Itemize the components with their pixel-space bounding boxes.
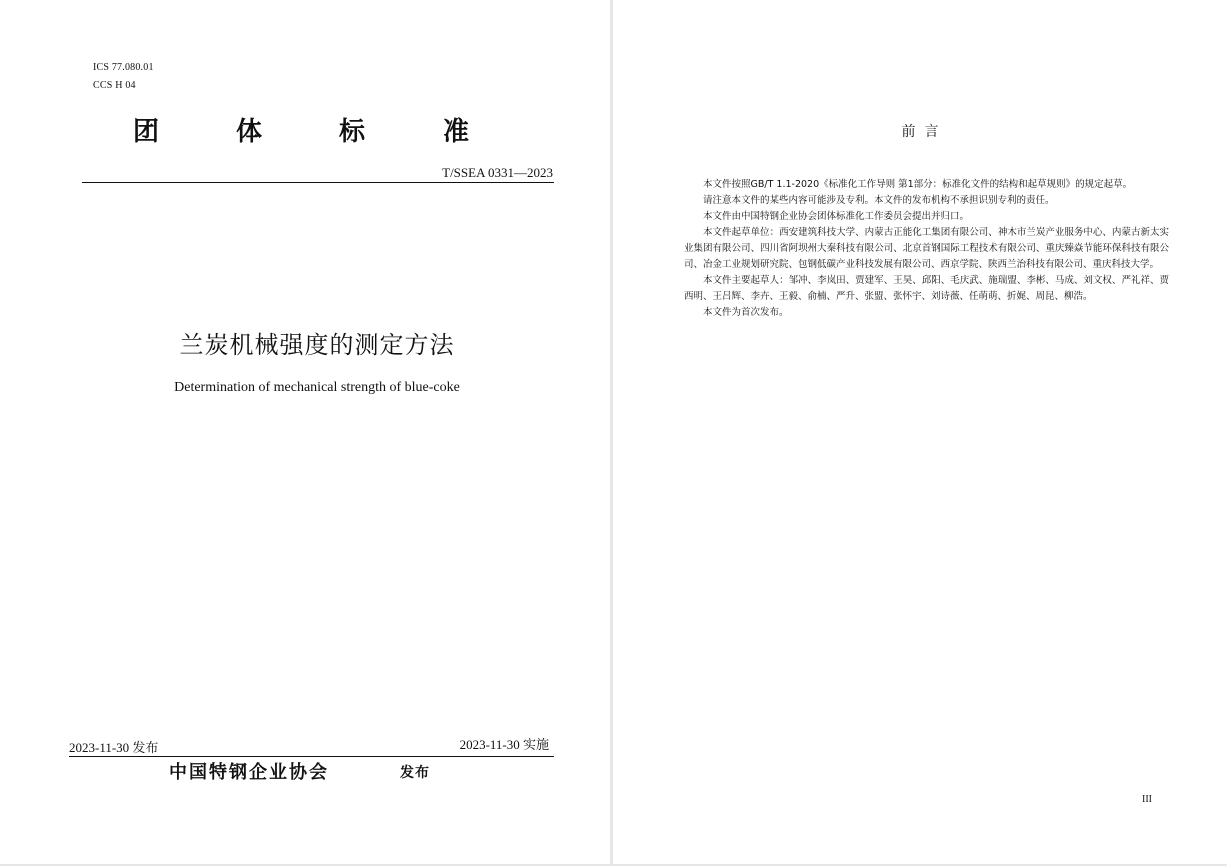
standard-number: T/SSEA 0331—2023: [442, 165, 553, 180]
foreword-title: 前 言: [901, 124, 939, 140]
cover-page: [0, 0, 610, 864]
foreword-paragraph: 本文件为首次发布。: [703, 307, 789, 318]
standard-type-char: 标: [339, 117, 366, 147]
document-title-english: Determination of mechanical strength of blue-coke: [174, 380, 460, 395]
publish-date: 2023-11-30 发布: [69, 740, 159, 755]
ics-code: ICS 77.080.01: [93, 62, 154, 73]
document-title-chinese: 兰炭机械强度的测定方法: [179, 331, 455, 359]
foreword-paragraph: 请注意本文件的某些内容可能涉及专利。本文件的发布机构不承担识别专利的责任。: [703, 195, 1055, 206]
standard-type-char: 团: [133, 117, 160, 147]
foreword-paragraph: 本文件由中国特钢企业协会团体标准化工作委员会提出并归口。: [703, 211, 970, 222]
header-divider: [82, 182, 554, 183]
foreword-paragraph: 本文件主要起草人：邹冲、李岚田、贾建军、王昊、邱阳、毛庆武、施瑞盟、李彬、马成、刘文权、严礼祥、贾西明、王吕辉、李卉、王毅、俞楠、严升、张盟、张怀宇、刘诗薇、任萌萌、折娓、周昆、柳浩。: [684, 275, 1169, 302]
foreword-paragraph: 本文件起草单位：西安建筑科技大学、内蒙古正能化工集团有限公司、神木市兰炭产业服务中心、内蒙古新太实业集团有限公司、四川省阿坝州大秦科技有限公司、北京首钢国际工程技术有限公司、重庆臻焱节能环保科技有限公司、冶金工业规划研究院、包钢低碳产业科技发展有限公司、西京学院、陕西兰治科技有限公司、重庆科技大学。: [684, 227, 1169, 270]
standard-type-char: 体: [236, 117, 263, 147]
footer-divider: [69, 756, 554, 757]
page-number: III: [1142, 794, 1152, 805]
foreword-body: [684, 177, 1169, 321]
implement-date: 2023-11-30 实施: [459, 737, 549, 752]
issuing-organization: 中国特钢企业协会: [169, 762, 329, 783]
standard-type-char: 准: [443, 117, 470, 147]
foreword-paragraph: 本文件按照GB/T 1.1-2020《标准化工作导则 第1部分：标准化文件的结构和起草规则》的规定起草。: [703, 179, 1133, 190]
ccs-code: CCS H 04: [93, 80, 136, 91]
foreword-page: [613, 0, 1227, 864]
issue-label: 发布: [400, 765, 430, 781]
